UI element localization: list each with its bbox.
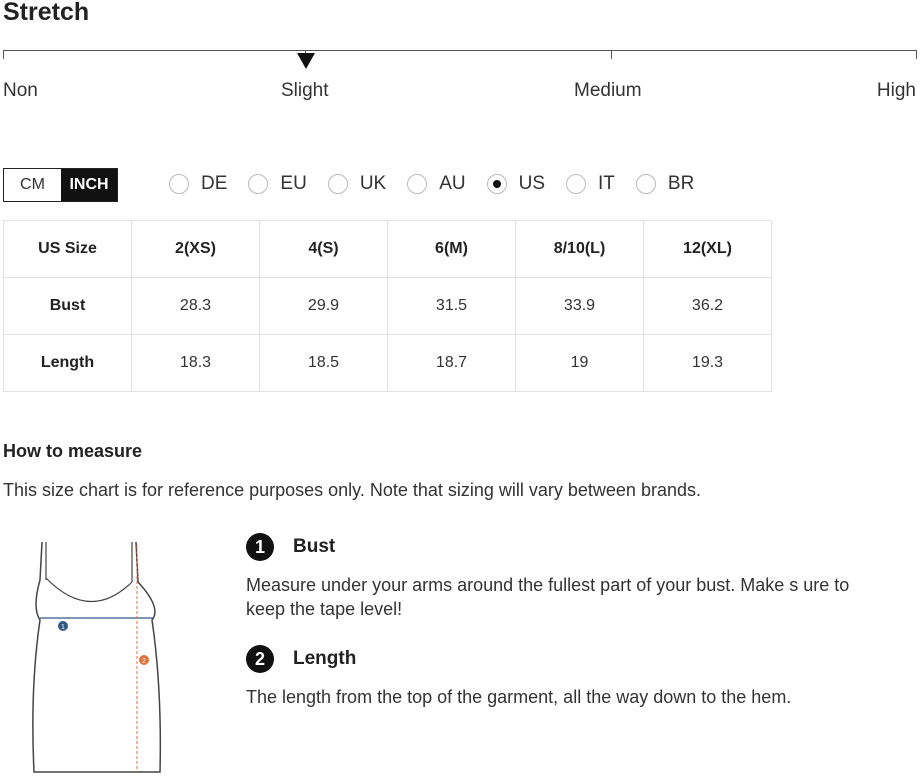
table-header-cell: 4(S) xyxy=(260,221,388,278)
table-cell: 18.7 xyxy=(388,335,516,392)
how-to-measure-title: How to measure xyxy=(3,441,143,461)
step-2-description: The length from the top of the garment, all the way down to the hem. xyxy=(246,687,792,707)
size-table xyxy=(3,220,772,392)
table-row xyxy=(4,278,772,335)
region-option-it[interactable] xyxy=(566,173,615,195)
table-header-row xyxy=(4,221,772,278)
step-1-title: Bust xyxy=(293,536,336,557)
tank-top-diagram-icon xyxy=(20,538,180,778)
region-label: UK xyxy=(359,173,387,194)
table-cell: 19.3 xyxy=(644,335,772,392)
region-option-uk[interactable] xyxy=(328,173,386,195)
table-header-cell: 6(M) xyxy=(388,221,516,278)
region-option-au[interactable] xyxy=(407,173,465,195)
table-row xyxy=(4,335,772,392)
table-cell: 19 xyxy=(516,335,644,392)
table-cell: 29.9 xyxy=(260,278,388,335)
how-to-measure-note: This size chart is for reference purposes only. Note that sizing will vary between brands. xyxy=(3,480,701,500)
stretch-pointer-icon xyxy=(297,53,315,69)
table-header-cell: 2(XS) xyxy=(132,221,260,278)
table-row-label: Length xyxy=(4,335,132,392)
region-label: IT xyxy=(598,173,615,194)
table-cell: 18.5 xyxy=(260,335,388,392)
stretch-label-non: Non xyxy=(3,80,38,101)
table-header-cell: 8/10(L) xyxy=(516,221,644,278)
region-option-br[interactable] xyxy=(636,173,694,195)
radio-icon[interactable] xyxy=(169,174,189,194)
table-cell: 36.2 xyxy=(644,278,772,335)
unit-toggle xyxy=(3,168,118,202)
step-1-badge: 1 xyxy=(246,533,274,561)
region-label: US xyxy=(518,173,546,194)
step-1-description: Measure under your arms around the fullest part of your bust. Make s ure to keep the tape level! xyxy=(246,575,850,619)
stretch-scale-line xyxy=(3,50,917,51)
table-header-cell: US Size xyxy=(4,221,132,278)
region-option-de[interactable] xyxy=(169,173,227,195)
stretch-title: Stretch xyxy=(3,0,90,26)
region-label: BR xyxy=(667,173,695,194)
stretch-label-high: High xyxy=(876,80,916,101)
region-option-us[interactable] xyxy=(487,173,545,195)
region-label: DE xyxy=(201,173,228,194)
unit-inch-button[interactable]: INCH xyxy=(61,169,117,201)
table-row-label: Bust xyxy=(4,278,132,335)
radio-icon[interactable] xyxy=(248,174,268,194)
table-cell: 33.9 xyxy=(516,278,644,335)
step-2-title: Length xyxy=(293,648,357,669)
radio-icon[interactable] xyxy=(407,174,427,194)
stretch-tick-medium xyxy=(611,50,612,59)
region-label: AU xyxy=(439,173,466,194)
radio-icon[interactable] xyxy=(566,174,586,194)
radio-checked-icon[interactable] xyxy=(487,174,507,194)
unit-cm-button[interactable]: CM xyxy=(4,169,61,201)
stretch-label-medium: Medium xyxy=(574,80,642,101)
region-option-eu[interactable] xyxy=(248,173,306,195)
stretch-tick-non xyxy=(3,50,4,59)
stretch-tick-high xyxy=(916,50,917,59)
radio-icon[interactable] xyxy=(328,174,348,194)
table-cell: 28.3 xyxy=(132,278,260,335)
length-marker-number: 2 xyxy=(142,658,146,665)
table-cell: 18.3 xyxy=(132,335,260,392)
stretch-label-slight: Slight xyxy=(281,80,329,101)
region-selector xyxy=(169,173,715,195)
table-header-cell: 12(XL) xyxy=(644,221,772,278)
bust-marker-number: 1 xyxy=(61,624,65,631)
step-2-badge: 2 xyxy=(246,645,274,673)
table-cell: 31.5 xyxy=(388,278,516,335)
radio-icon[interactable] xyxy=(636,174,656,194)
region-label: EU xyxy=(280,173,307,194)
